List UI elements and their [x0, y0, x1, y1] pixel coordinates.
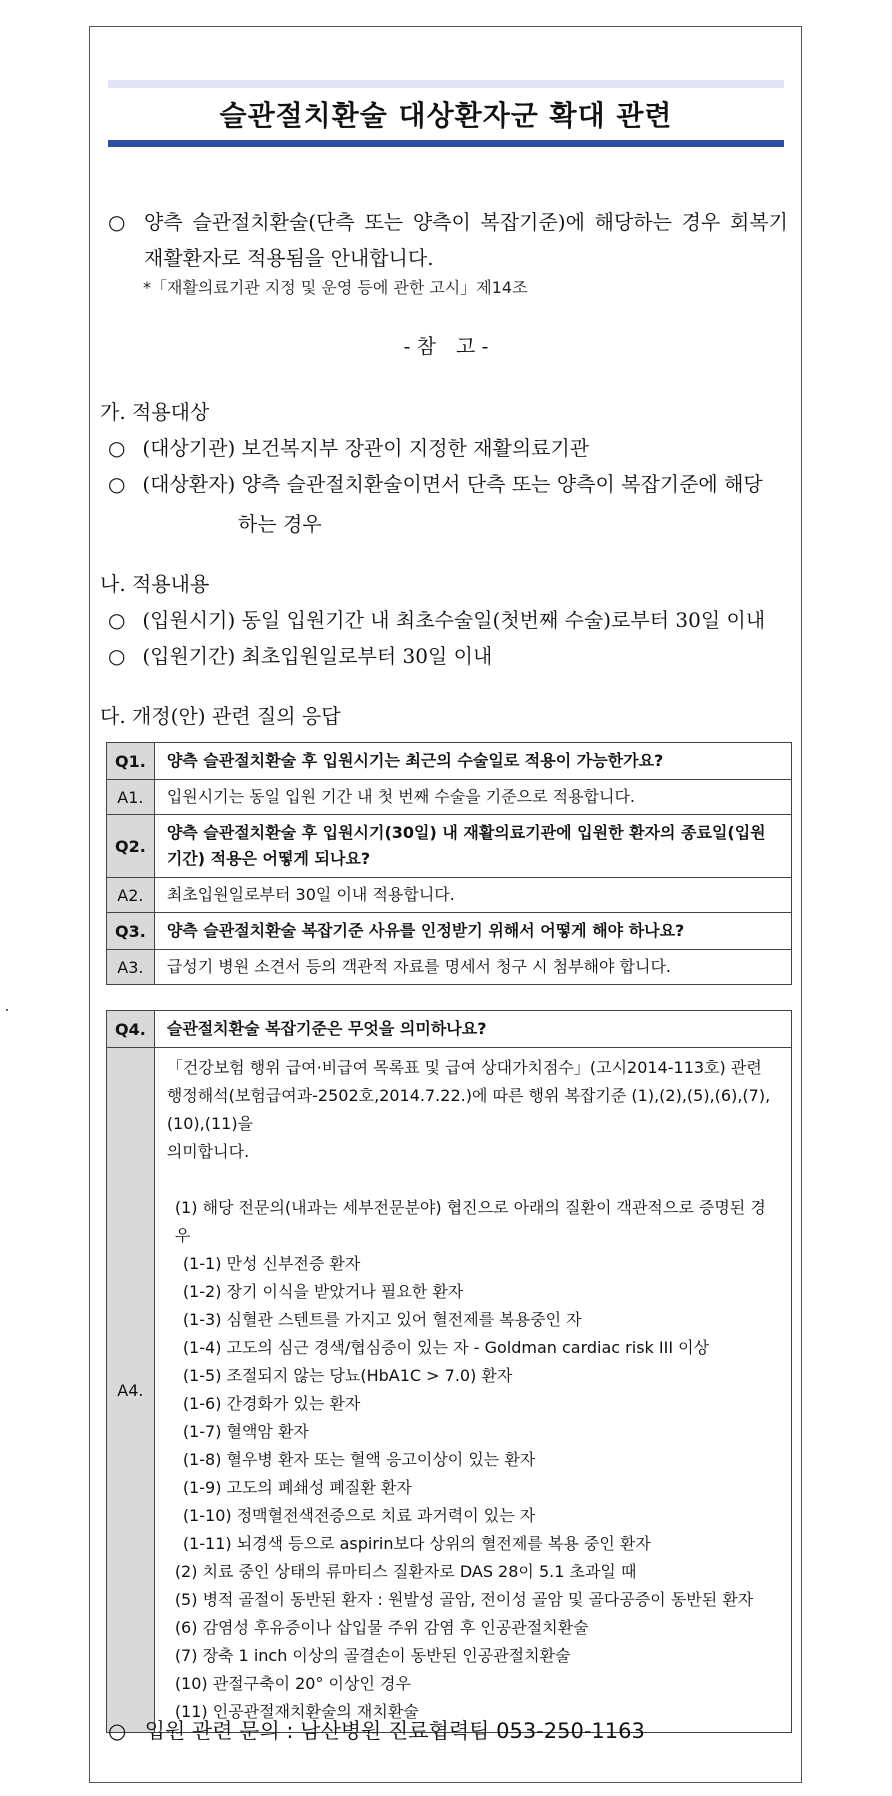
criteria-item: (11) 인공관절재치환술의 재치환술: [174, 1702, 419, 1721]
title-top-band: [108, 80, 784, 88]
section-heading-ga: 가. 적용대상: [100, 400, 210, 424]
legal-note: *「재활의료기관 지정 및 운영 등에 관한 고시」제14조: [143, 278, 528, 297]
question-text: 슬관절치환술 복잡기준은 무엇을 의미하나요?: [154, 1011, 791, 1048]
answer-intro-line: 「건강보험 행위 급여·비급여 목록표 및 급여 상대가치점수」(고시2014-113호) 관련: [166, 1058, 762, 1077]
admission-timing-item: [108, 602, 765, 638]
sub-criteria-item: (1-6) 간경화가 있는 환자: [182, 1394, 361, 1413]
circle-bullet-icon: ○: [108, 472, 126, 496]
target-patient-item: [108, 466, 763, 502]
sub-criteria-item: (1-3) 심혈관 스텐트를 가지고 있어 혈전제를 복용중인 자: [182, 1310, 582, 1329]
sub-criteria-item: (1-2) 장기 이식을 받았거나 필요한 환자: [182, 1282, 464, 1301]
sub-criteria-item: (1-10) 정맥혈전색전증으로 치료 과거력이 있는 자: [182, 1506, 536, 1525]
q4-table: [106, 1010, 792, 1733]
item-label: (대상환자): [142, 472, 236, 496]
answer-intro-line: 의미합니다.: [166, 1142, 250, 1161]
question-key: Q1.: [107, 743, 155, 780]
question-key: Q4.: [107, 1011, 155, 1048]
question-text: 양측 슬관절치환술 후 입원시기는 최근의 수술일로 적용이 가능한가요?: [154, 743, 791, 780]
answer-text: 입원시기는 동일 입원 기간 내 첫 번째 수술을 기준으로 적용합니다.: [154, 780, 791, 815]
item-text: 양측 슬관절치환술이면서 단측 또는 양측이 복잡기준에 해당: [241, 472, 763, 496]
intro-text: 양측 슬관절치환술(단측 또는 양측이 복잡기준)에 해당하는 경우 회복기 재활환자로 적용됨을 안내합니다.: [144, 210, 788, 270]
question-row: [107, 913, 792, 950]
item-text: 보건복지부 장관이 지정한 재활의료기관: [241, 436, 590, 460]
item-label: (입원기간): [142, 644, 236, 668]
spacer: [167, 1166, 779, 1194]
sub-criteria-item: (1-4) 고도의 심근 경색/협심증이 있는 자 - Goldman cardiac risk III 이상: [182, 1338, 710, 1357]
sub-criteria-item: (1-8) 혈우병 환자 또는 혈액 응고이상이 있는 환자: [182, 1450, 536, 1469]
qa-table: [106, 742, 792, 985]
question-key: Q3.: [107, 913, 155, 950]
admission-period-item: [108, 638, 492, 674]
circle-bullet-icon: ○: [108, 436, 126, 460]
sub-criteria-item: (1-9) 고도의 폐쇄성 폐질환 환자: [182, 1478, 412, 1497]
question-row: [107, 815, 792, 878]
page-title: 슬관절치환술 대상환자군 확대 관련: [219, 99, 673, 132]
target-institution-item: [108, 430, 589, 466]
question-row: [107, 1011, 792, 1048]
question-key: Q2.: [107, 815, 155, 878]
answer-key: A3.: [107, 950, 155, 985]
answer-key: A1.: [107, 780, 155, 815]
section-heading-na: 나. 적용내용: [100, 572, 210, 596]
question-row: [107, 743, 792, 780]
answer-row: [107, 878, 792, 913]
contact-text: 입원 관련 문의 : 남산병원 진료협력팀 053-250-1163: [144, 1719, 645, 1743]
sub-criteria-item: (1-5) 조절되지 않는 당뇨(HbA1C > 7.0) 환자: [182, 1366, 513, 1385]
answer-intro-line: 행정해석(보험급여과-2502호,2014.7.22.)에 따른 행위 복잡기준 (1),(2),(5),(6),(7),(10),(11)을: [166, 1086, 771, 1133]
answer-key: A2.: [107, 878, 155, 913]
answer-text: 최초입원일로부터 30일 이내 적용합니다.: [154, 878, 791, 913]
circle-bullet-icon: ○: [108, 210, 126, 234]
answer-key: A4.: [107, 1048, 155, 1733]
item-text: 동일 입원기간 내 최초수술일(첫번째 수술)로부터 30일 이내: [241, 608, 766, 632]
sub-criteria-item: (1-7) 혈액암 환자: [182, 1422, 309, 1441]
reference-heading: - 참 고 -: [403, 334, 489, 358]
criteria-item: (10) 관절구축이 20° 이상인 경우: [174, 1674, 411, 1693]
answer-row: [107, 1048, 792, 1733]
stray-dot: [6, 1009, 8, 1011]
criteria-item: (7) 장축 1 inch 이상의 골결손이 동반된 인공관절치환술: [174, 1646, 571, 1665]
criteria-item: (6) 감염성 후유증이나 삽입물 주위 감염 후 인공관절치환술: [174, 1618, 589, 1637]
question-text: 양측 슬관절치환술 복잡기준 사유를 인정받기 위해서 어떻게 해야 하나요?: [154, 913, 791, 950]
answer-detail: [154, 1048, 791, 1733]
criteria-item: (1) 해당 전문의(내과는 세부전문분야) 협진으로 아래의 질환이 객관적으로 증명된 경우: [174, 1198, 766, 1245]
intro-paragraph: [108, 204, 788, 276]
contact-footer: [108, 1715, 645, 1745]
item-label: (대상기관): [142, 436, 236, 460]
answer-text: 급성기 병원 소견서 등의 객관적 자료를 명세서 청구 시 첨부해야 합니다.: [154, 950, 791, 985]
sub-criteria-item: (1-11) 뇌경색 등으로 aspirin보다 상위의 혈전제를 복용 중인 환자: [182, 1534, 651, 1553]
answer-row: [107, 780, 792, 815]
item-text: 최초입원일로부터 30일 이내: [241, 644, 493, 668]
sub-criteria-item: (1-1) 만성 신부전증 환자: [182, 1254, 361, 1273]
criteria-item: (5) 병적 골절이 동반된 환자 : 원발성 골암, 전이성 골암 및 골다공증이 동반된 환자: [174, 1590, 754, 1609]
circle-bullet-icon: ○: [108, 644, 126, 668]
circle-bullet-icon: ○: [108, 1719, 127, 1743]
section-heading-da: 다. 개정(안) 관련 질의 응답: [100, 704, 341, 728]
target-patient-continuation: 하는 경우: [238, 512, 322, 536]
title-bottom-band: [108, 140, 784, 147]
item-label: (입원시기): [142, 608, 236, 632]
answer-row: [107, 950, 792, 985]
criteria-item: (2) 치료 중인 상태의 류마티스 질환자로 DAS 28이 5.1 초과일 때: [174, 1562, 637, 1581]
question-text: 양측 슬관절치환술 후 입원시기(30일) 내 재활의료기관에 입원한 환자의 종료일(입원기간) 적용은 어떻게 되나요?: [154, 815, 791, 878]
circle-bullet-icon: ○: [108, 608, 126, 632]
